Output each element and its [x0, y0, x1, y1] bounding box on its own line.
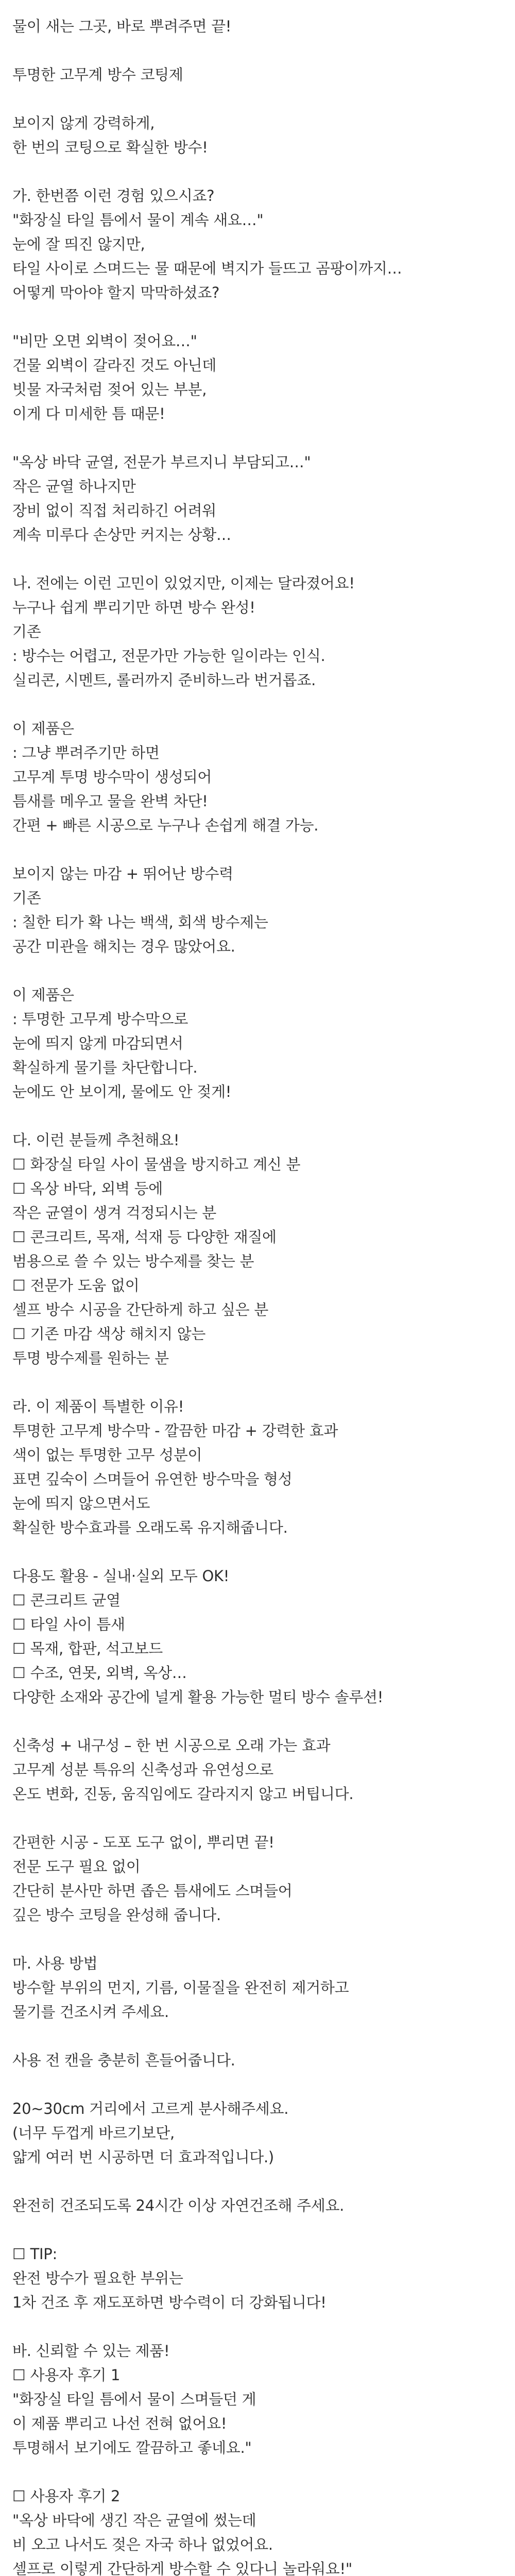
text-line: (너무 두껍게 바르기보단,: [12, 2124, 175, 2142]
text-line: 1차 건조 후 재도포하면 방수력이 더 강화됩니다!: [12, 2294, 327, 2311]
text-line: 가. 한번쯤 이런 경험 있으시죠?: [12, 187, 215, 205]
text-paragraph: [12, 63, 515, 87]
text-line: 확실하게 물기를 차단합니다.: [12, 1059, 198, 1076]
text-line: 틈새를 메우고 물을 완벽 차단!: [12, 792, 208, 810]
text-line: 이 제품은: [12, 720, 74, 737]
text-line: "비만 오면 외벽이 젖어요…": [12, 332, 197, 350]
text-line: 색이 없는 투명한 고무 성분이: [12, 1446, 202, 1464]
text-line: 사용 전 캔을 충분히 흔들어줍니다.: [12, 2052, 235, 2069]
text-line: 물기를 건조시켜 주세요.: [12, 2003, 169, 2021]
text-line: 작은 균열이 생겨 걱정되시는 분: [12, 1204, 216, 1222]
text-line: ☐ 수조, 연못, 외벽, 옥상…: [12, 1664, 187, 1682]
text-line: 보이지 않게 강력하게,: [12, 114, 155, 132]
text-line: 다. 이런 분들께 추천해요!: [12, 1131, 180, 1149]
text-line: 신축성 + 내구성 – 한 번 시공으로 오래 가는 효과: [12, 1737, 331, 1754]
text-line: 다용도 활용 - 실내·실외 모두 OK!: [12, 1567, 230, 1585]
text-line: ☐ 전문가 도움 없이: [12, 1277, 140, 1294]
text-paragraph: [12, 983, 515, 1104]
text-line: 깊은 방수 코팅을 완성해 줍니다.: [12, 1906, 221, 1924]
text-line: 셀프 방수 시공을 간단하게 하고 싶은 분: [12, 1301, 268, 1318]
text-paragraph: [12, 1395, 515, 1540]
text-line: 눈에 띄지 않으면서도: [12, 1495, 150, 1512]
text-line: 실리콘, 시멘트, 롤러까지 준비하느라 번거롭죠.: [12, 671, 316, 689]
text-line: "화장실 타일 틈에서 물이 계속 새요…": [12, 211, 264, 229]
text-line: 고무계 투명 방수막이 생성되어: [12, 768, 212, 786]
text-paragraph: [12, 450, 515, 547]
text-line: 표면 깊숙이 스며들어 유연한 방수막을 형성: [12, 1470, 293, 1488]
text-paragraph: [12, 1952, 515, 2024]
text-paragraph: [12, 2048, 515, 2073]
text-line: 물이 새는 그곳, 바로 뿌려주면 끝!: [12, 18, 232, 35]
text-line: 이 제품 뿌리고 나선 전혀 없어요!: [12, 2415, 227, 2432]
text-paragraph: [12, 862, 515, 959]
text-line: 셀프로 이렇게 간단하게 방수할 수 있다니 놀라워요!": [12, 2560, 352, 2576]
text-line: : 그냥 뿌려주기만 하면: [12, 744, 160, 761]
text-paragraph: [12, 2339, 515, 2460]
text-line: ☐ 옥상 바닥, 외벽 등에: [12, 1180, 163, 1197]
text-line: 마. 사용 방법: [12, 1955, 98, 1972]
text-line: 눈에 띄지 않게 마감되면서: [12, 1035, 183, 1052]
text-line: 20~30cm 거리에서 고르게 분사해주세요.: [12, 2100, 289, 2117]
text-line: 건물 외벽이 갈라진 것도 아닌데: [12, 357, 216, 374]
text-line: ☐ 콘크리트, 목재, 석재 등 다양한 재질에: [12, 1228, 277, 1246]
text-line: 바. 신뢰할 수 있는 제품!: [12, 2342, 170, 2360]
text-line: ☐ 타일 사이 틈새: [12, 1616, 125, 1633]
text-line: 투명 방수제를 원하는 분: [12, 1349, 169, 1367]
text-line: 기존: [12, 889, 41, 907]
text-line: 누구나 쉽게 뿌리기만 하면 방수 완성!: [12, 599, 255, 616]
text-line: 온도 변화, 진동, 움직임에도 갈라지지 않고 버팁니다.: [12, 1785, 354, 1803]
text-line: ☐ 콘크리트 균열: [12, 1591, 121, 1609]
text-line: 고무계 성분 특유의 신축성과 유연성으로: [12, 1761, 273, 1778]
text-line: "옥상 바닥에 생긴 작은 균열에 썼는데: [12, 2512, 256, 2529]
text-line: 빗물 자국처럼 젖어 있는 부분,: [12, 381, 207, 398]
text-paragraph: [12, 2484, 515, 2576]
text-paragraph: [12, 1128, 515, 1370]
text-paragraph: [12, 2194, 515, 2218]
text-line: ☐ 화장실 타일 사이 물샘을 방지하고 계신 분: [12, 1156, 301, 1173]
text-paragraph: [12, 571, 515, 692]
text-paragraph: [12, 2097, 515, 2170]
text-line: "옥상 바닥 균열, 전문가 부르지니 부담되고…": [12, 453, 311, 471]
text-paragraph: [12, 184, 515, 305]
text-line: 이게 다 미세한 틈 때문!: [12, 405, 165, 422]
text-line: 투명해서 보기에도 깔끔하고 좋네요.": [12, 2439, 252, 2456]
text-line: 이 제품은: [12, 986, 74, 1004]
text-line: ☐ 기존 마감 색상 해치지 않는: [12, 1325, 206, 1343]
text-line: 작은 균열 하나지만: [12, 478, 136, 495]
text-line: 눈에도 안 보이게, 물에도 안 젖게!: [12, 1083, 232, 1100]
text-line: 눈에 잘 띄진 않지만,: [12, 235, 145, 253]
text-line: 완전 방수가 필요한 부위는: [12, 2269, 183, 2287]
text-line: 비 오고 나서도 젖은 자국 하나 없었어요.: [12, 2536, 273, 2553]
text-line: 범용으로 쓸 수 있는 방수제를 찾는 분: [12, 1252, 254, 1270]
text-line: 장비 없이 직접 처리하긴 어려워: [12, 502, 216, 519]
text-paragraph: [12, 111, 515, 160]
text-line: ☐ 목재, 합판, 석고보드: [12, 1640, 163, 1657]
text-line: ☐ 사용자 후기 1: [12, 2366, 121, 2384]
text-line: "화장실 타일 틈에서 물이 스며들던 게: [12, 2391, 256, 2408]
text-line: 얇게 여러 번 시공하면 더 효과적입니다.): [12, 2148, 274, 2166]
text-line: 나. 전에는 이런 고민이 있었지만, 이제는 달라졌어요!: [12, 574, 355, 592]
text-line: 투명한 고무계 방수 코팅제: [12, 66, 183, 83]
text-line: 간편한 시공 - 도포 도구 없이, 뿌리면 끝!: [12, 1834, 274, 1851]
text-line: 어떻게 막아야 할지 막막하셨죠?: [12, 284, 220, 301]
text-paragraph: [12, 2242, 515, 2315]
text-paragraph: [12, 717, 515, 838]
text-line: 투명한 고무계 방수막 - 깔끔한 마감 + 강력한 효과: [12, 1422, 338, 1439]
text-line: 완전히 건조되도록 24시간 이상 자연건조해 주세요.: [12, 2197, 345, 2214]
text-line: 계속 미루다 손상만 커지는 상황…: [12, 526, 231, 544]
text-paragraph: [12, 1831, 515, 1927]
text-line: 방수할 부위의 먼지, 기름, 이물질을 완전히 제거하고: [12, 1979, 349, 1996]
text-paragraph: [12, 14, 515, 39]
text-line: ☐ 사용자 후기 2: [12, 2487, 121, 2505]
text-line: ☐ TIP:: [12, 2245, 57, 2263]
text-line: 공간 미관을 해치는 경우 많았어요.: [12, 938, 235, 955]
text-line: 보이지 않는 마감 + 뛰어난 방수력: [12, 865, 233, 883]
text-paragraph: [12, 1734, 515, 1806]
text-line: 한 번의 코팅으로 확실한 방수!: [12, 139, 208, 156]
text-line: 간편 + 빠른 시공으로 누구나 손쉽게 해결 가능.: [12, 817, 319, 834]
text-line: 확실한 방수효과를 오래도록 유지해줍니다.: [12, 1519, 288, 1536]
text-line: 타일 사이로 스며드는 물 때문에 벽지가 들뜨고 곰팡이까지…: [12, 260, 402, 277]
text-line: : 방수는 어렵고, 전문가만 가능한 일이라는 인식.: [12, 647, 325, 665]
text-line: 간단히 분사만 하면 좁은 틈새에도 스며들어: [12, 1882, 293, 1900]
text-paragraph: [12, 1564, 515, 1709]
text-line: 라. 이 제품이 특별한 이유!: [12, 1398, 184, 1415]
text-paragraph: [12, 329, 515, 426]
text-line: 다양한 소재와 공간에 널게 활용 가능한 멀티 방수 솔루션!: [12, 1688, 384, 1706]
text-line: 전문 도구 필요 없이: [12, 1858, 141, 1875]
text-line: : 칠한 티가 확 나는 백색, 회색 방수제는: [12, 913, 268, 931]
text-line: : 투명한 고무계 방수막으로: [12, 1010, 188, 1028]
text-line: 기존: [12, 623, 41, 640]
